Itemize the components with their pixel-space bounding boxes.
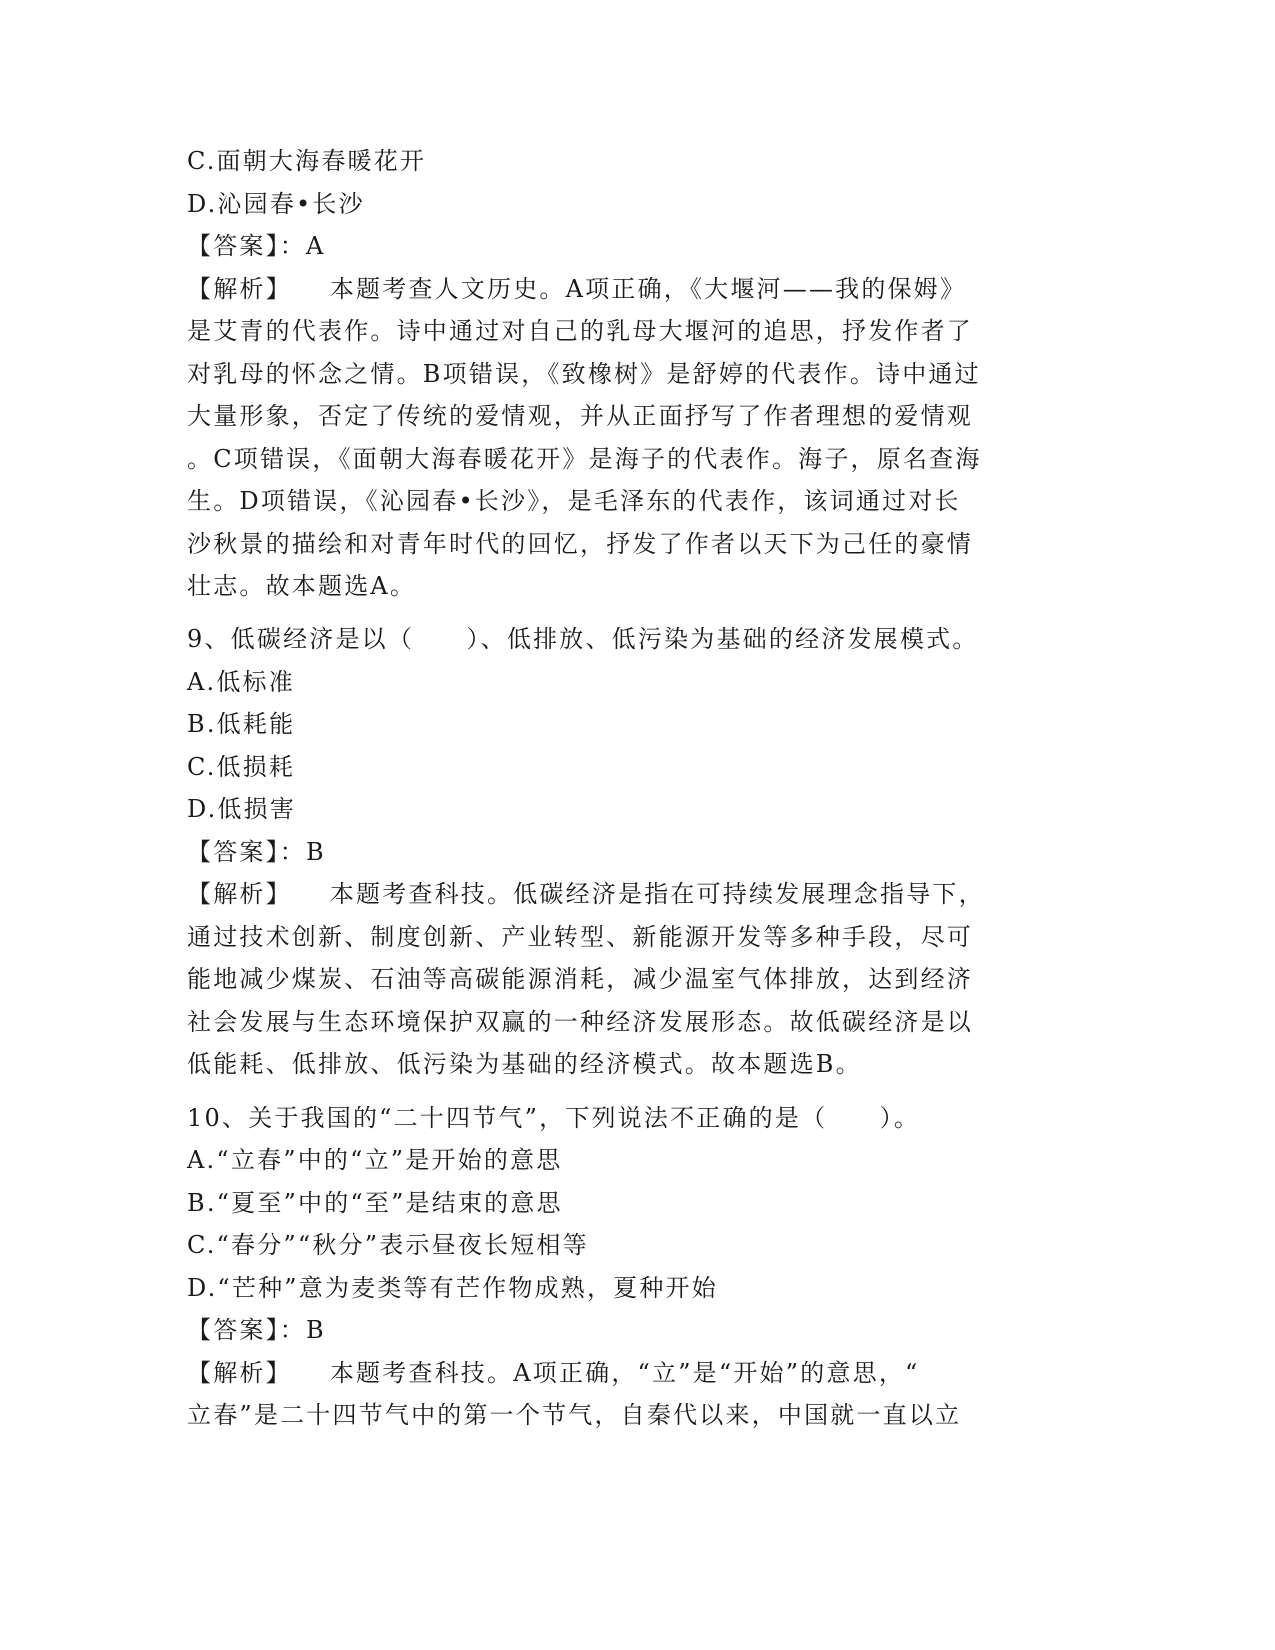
- q10-option-a: A.“立春”中的“立”是开始的意思: [187, 1146, 563, 1174]
- q10-answer: 【答案】：B: [187, 1316, 326, 1344]
- q9-analysis-line: 社会发展与生态环境保护双赢的一种经济发展形态。故低碳经济是以: [187, 1008, 973, 1036]
- q9-analysis-line: 低能耗、低排放、低污染为基础的经济模式。故本题选B。: [187, 1050, 862, 1078]
- q8-option-c: C.面朝大海春暖花开: [187, 147, 427, 175]
- q8-analysis-line: 壮志。故本题选A。: [187, 572, 417, 600]
- q8-analysis-line: 。C项错误，《面朝大海春暖花开》是海子的代表作。海子，原名查海: [187, 445, 982, 473]
- q8-analysis-line: 生。D项错误，《沁园春•长沙》，是毛泽东的代表作，该词通过对长: [187, 487, 961, 515]
- q10-analysis-line: 立春”是二十四节气中的第一个节气，自秦代以来，中国就一直以立: [187, 1401, 962, 1429]
- q9-answer: 【答案】：B: [187, 838, 326, 866]
- q10-option-c: C.“春分”“秋分”表示昼夜长短相等: [187, 1231, 589, 1259]
- q9-analysis-text: 本题考查科技。低碳经济是指在可持续发展理念指导下，: [329, 880, 985, 908]
- q9-option-b: B.低耗能: [187, 710, 296, 738]
- q8-option-d: D.沁园春•长沙: [187, 190, 365, 218]
- q8-analysis-label: 【解析】: [187, 275, 292, 303]
- q8-analysis-text: 本题考查人文历史。A项正确，《大堰河——我的保姆》: [329, 275, 967, 303]
- q10-analysis-text: 本题考查科技。A项正确，“立”是“开始”的意思，“: [329, 1359, 920, 1387]
- q10-analysis-first-line: [187, 1358, 920, 1388]
- q9-analysis-label: 【解析】: [187, 880, 292, 908]
- q10-stem: 10、关于我国的“二十四节气”，下列说法不正确的是（ ）。: [187, 1104, 921, 1132]
- q10-option-b: B.“夏至”中的“至”是结束的意思: [187, 1189, 563, 1217]
- q8-analysis-first-line: [187, 274, 966, 304]
- q10-option-d: D.“芒种”意为麦类等有芒作物成熟，夏种开始: [187, 1274, 718, 1302]
- q8-analysis-line: 是艾青的代表作。诗中通过对自己的乳母大堰河的追思，抒发作者了: [187, 317, 973, 345]
- q9-stem: 9、低碳经济是以（ ）、低排放、低污染为基础的经济发展模式。: [187, 625, 979, 653]
- q9-option-c: C.低损耗: [187, 753, 296, 781]
- q10-analysis-label: 【解析】: [187, 1359, 292, 1387]
- q9-analysis-line: 通过技术创新、制度创新、产业转型、新能源开发等多种手段，尽可: [187, 923, 973, 951]
- q9-analysis-first-line: [187, 879, 985, 909]
- q8-analysis-line: 大量形象，否定了传统的爱情观，并从正面抒写了作者理想的爱情观: [187, 402, 973, 430]
- q8-analysis-line: 沙秋景的描绘和对青年时代的回忆，抒发了作者以天下为己任的豪情: [187, 530, 973, 558]
- q9-option-d: D.低损害: [187, 795, 297, 823]
- q9-analysis-line: 能地减少煤炭、石油等高碳能源消耗，减少温室气体排放，达到经济: [187, 965, 973, 993]
- q8-answer: 【答案】：A: [187, 232, 326, 260]
- q9-option-a: A.低标准: [187, 668, 295, 696]
- q8-analysis-line: 对乳母的怀念之情。B项错误，《致橡树》是舒婷的代表作。诗中通过: [187, 360, 981, 388]
